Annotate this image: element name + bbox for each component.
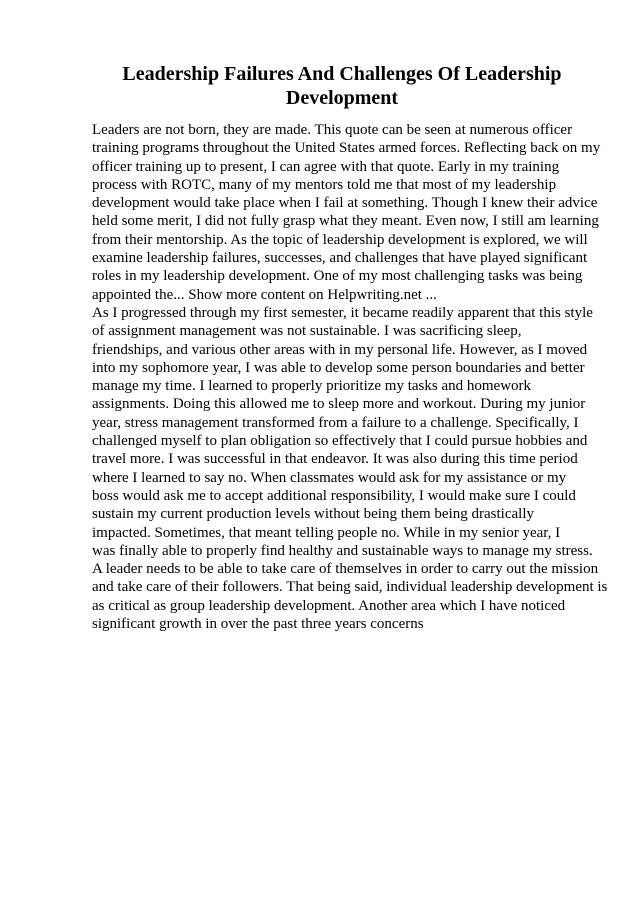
body-line: manage my time. I learned to properly prioritize my tasks and homework (92, 378, 532, 395)
body-line: appointed the... Show more content on Helpwriting.net ... (92, 286, 437, 303)
body-line: friendships, and various other areas with in my personal life. However, as I moved (92, 341, 588, 358)
body-line: training programs throughout the United States armed forces. Reflecting back on my (92, 140, 601, 157)
body-line: A leader needs to be able to take care of themselves in order to carry out the mission (92, 561, 599, 578)
body-line: roles in my leadership development. One of my most challenging tasks was being (92, 268, 583, 285)
body-line: Leaders are not born, they are made. This quote can be seen at numerous officer (92, 122, 573, 138)
body-line: and take care of their followers. That being said, individual leadership development is (92, 579, 608, 596)
body-line: examine leadership failures, successes, and challenges that have played significant (92, 250, 588, 267)
body-line: impacted. Sometimes, that meant telling people no. While in my senior year, I (92, 524, 561, 541)
body-line: where I learned to say no. When classmates would ask for my assistance or my (92, 469, 567, 486)
body-line: sustain my current production levels without being them being drastically (92, 506, 534, 523)
body-line: assignments. Doing this allowed me to sleep more and workout. During my junior (92, 396, 586, 413)
body-line: significant growth in over the past three years concerns (92, 616, 424, 633)
body-line: process with ROTC, many of my mentors told me that most of my leadership (92, 176, 557, 193)
body-line: into my sophomore year, I was able to develop some person boundaries and better (92, 359, 585, 376)
body-line: development would take place when I fail at something. Though I knew their advice (92, 195, 598, 212)
body-line: year, stress management transformed from a failure to a challenge. Specifically, I (92, 414, 579, 431)
body-line: challenged myself to plan obligation so effectively that I could pursue hobbies and (92, 433, 588, 450)
body-line: was finally able to properly find healthy and sustainable ways to manage my stress. (92, 542, 593, 559)
body-line: from their mentorship. As the topic of leadership development is explored, we will (92, 231, 588, 248)
body-line: of assignment management was not sustainable. I was sacrificing sleep, (92, 323, 522, 340)
body-line: boss would ask me to accept additional responsibility, I would make sure I could (92, 487, 576, 504)
body-line: officer training up to present, I can agree with that quote. Early in my training (92, 158, 560, 175)
body-line: as critical as group leadership development. Another area which I have noticed (92, 597, 566, 614)
body-line: held some merit, I did not fully grasp what they meant. Even now, I still am learning (92, 213, 599, 230)
document-title: Leadership Failures And Challenges Of Leadership Development (122, 63, 562, 109)
body-line: As I progressed through my first semester, it became readily apparent that this style (92, 304, 593, 321)
body-line: travel more. I was successful in that endeavor. It was also during this time period (92, 451, 578, 468)
document-body (92, 121, 608, 633)
